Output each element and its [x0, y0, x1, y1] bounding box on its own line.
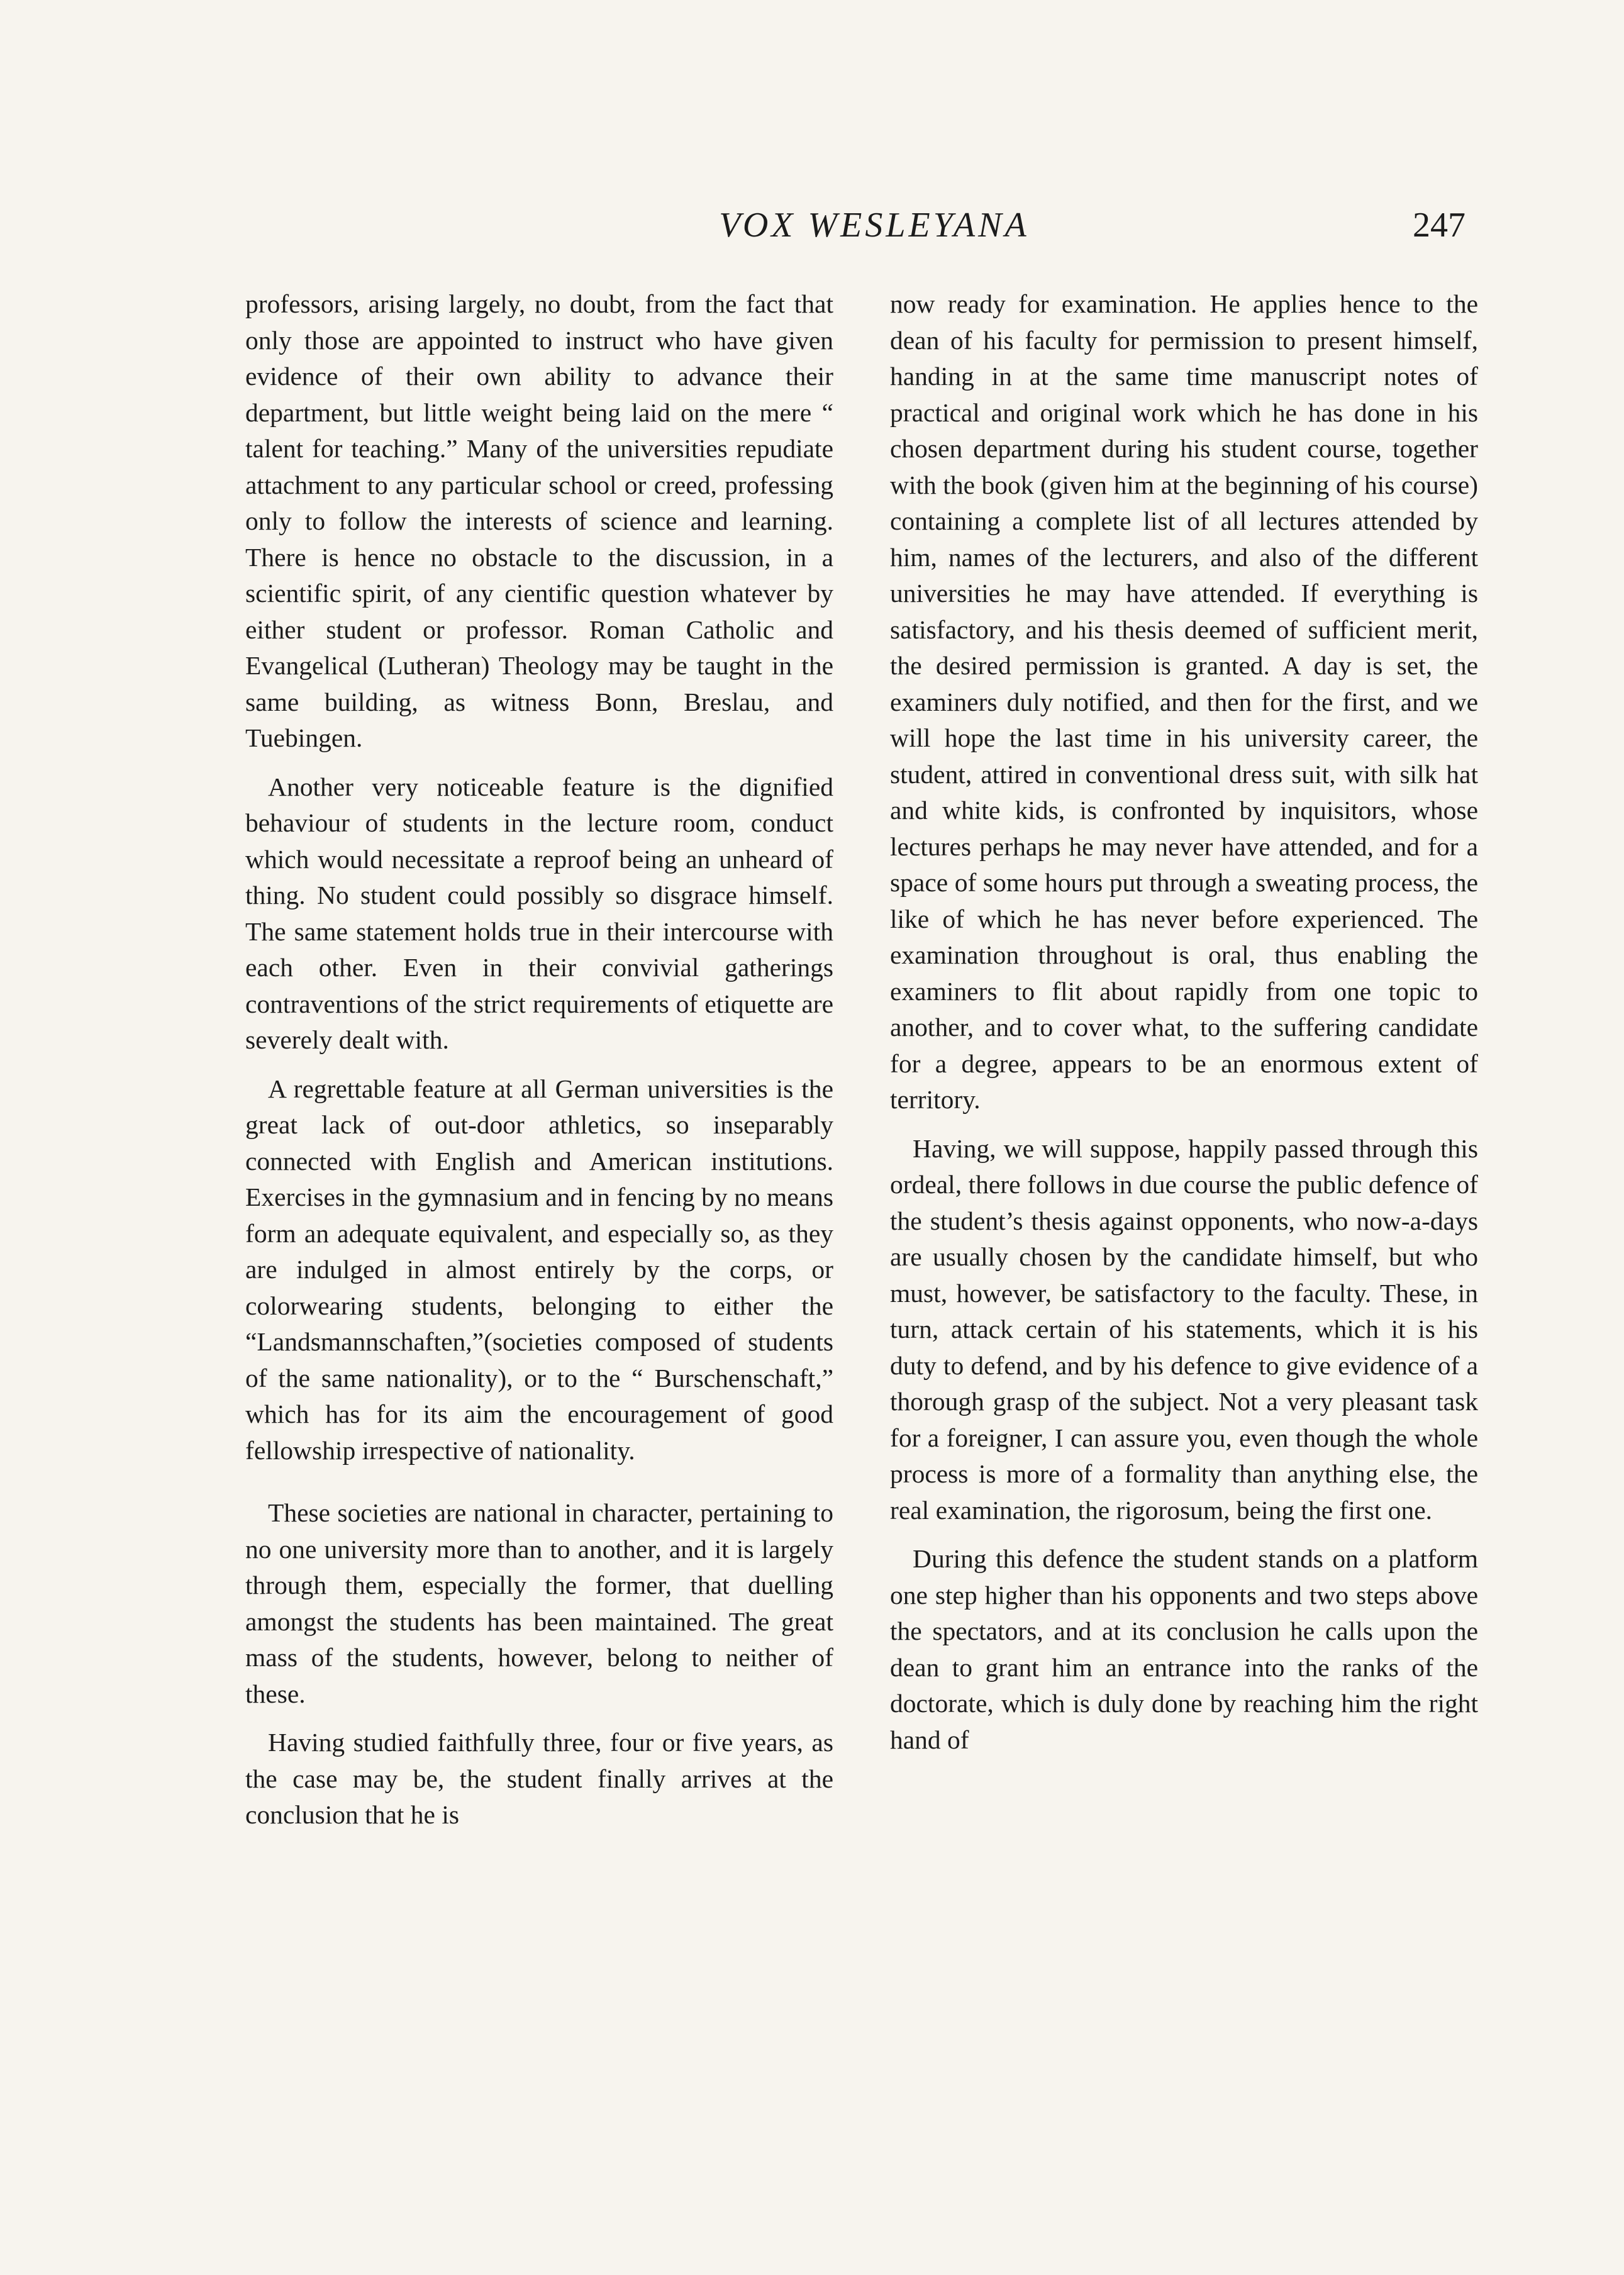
left-column [245, 286, 833, 1833]
paragraph: Another very noticeable feature is the dignified behaviour of students in the lecture room, conduct which would necessitate a reproof being an unheard of thing. No student could possibly so disgrace himself. The same statement holds true in their intercourse with each other. Even in their convivial gatherings contraventions of the strict requirements of etiquette are severely dealt with. [245, 772, 833, 1054]
paragraph: Having, we will suppose, happily passed through this ordeal, there follows in due course the public defence of the student’s thesis against opponents, who now-a-days are usually chosen by the candidate himself, but who must, however, be satisfactory to the faculty. These, in turn, attack certain of his statements, which it is his duty to defend, and by his defence to give evidence of a thorough grasp of the subject. Not a very pleasant task for a foreigner, I can assure you, even though the whole process is more of a formality than anything else, the real examination, the rigorosum, being the first one. [890, 1133, 1478, 1525]
running-header [245, 200, 1465, 257]
right-column [890, 286, 1478, 1758]
paragraph: Having studied faithfully three, four or five years, as the case may be, the student finally arrives at the conclusion that he is [245, 1728, 833, 1829]
paragraph: During this defence the student stands on a platform one step higher than his opponents and two steps above the spectators, and at its conclusion he calls upon the dean to grant him an entrance into the ranks of the doctorate, which is duly done by reaching him the right hand of [890, 1544, 1478, 1754]
paragraph: A regrettable feature at all German universities is the great lack of out-door athletics, so inseparably connected with English and American institutions. Exercises in the gymnasium and in fencing by no means form an adequate equivalent, and especially so, as they are indulged in almost entirely by the corps, or colorwearing students, belonging to either the “Landsmannschaften,”(societies composed of students of the same nationality), or to the “ Burschenschaft,” which has for its aim the encouragement of good fellowship irrespective of nationality. [245, 1074, 833, 1465]
paragraph: now ready for examination. He applies hence to the dean of his faculty for permission to present himself, handing in at the same time manuscript notes of practical and original work which he has done in his chosen department during his student course, together with the book (given him at the beginning of his course) containing a complete list of all lectures attended by him, names of the lecturers, and also of the different universities he may have attended. If everything is satisfactory, and his thesis deemed of sufficient merit, the desired permission is granted. A day is set, the examiners duly notified, and then for the first, and we will hope the last time in his university career, the student, attired in conventional dress suit, with silk hat and white kids, is confronted by inquisitors, whose lectures perhaps he may never have attended, and for a space of some hours put through a sweating process, the like of which he has never before experienced. The examination throughout is oral, thus enabling the examiners to flit about rapidly from one topic to another, and to cover what, to the suffering candidate for a degree, appears to be an enormous extent of territory. [890, 289, 1478, 1114]
paragraph: These societies are national in character, pertaining to no one university more than to another, and it is largely through them, especially the former, that duelling amongst the students has been maintained. The great mass of the students, however, belong to neither of these. [245, 1498, 833, 1708]
paragraph: professors, arising largely, no doubt, from the fact that only those are appointed to instruct who have given evidence of their own ability to advance their department, but little weight being laid on the mere “ talent for teaching.” Many of the universities repudiate attachment to any particular school or creed, professing only to follow the interests of science and learning. There is hence no obstacle to the discussion, in a scientific spirit, of any cientific question whatever by either student or professor. Roman Catholic and Evangelical (Lutheran) Theology may be taught in the same building, as witness Bonn, Breslau, and Tuebingen. [245, 289, 833, 752]
journal-title: VOX WESLEYANA [719, 206, 1030, 245]
page-number: 247 [1413, 206, 1465, 245]
